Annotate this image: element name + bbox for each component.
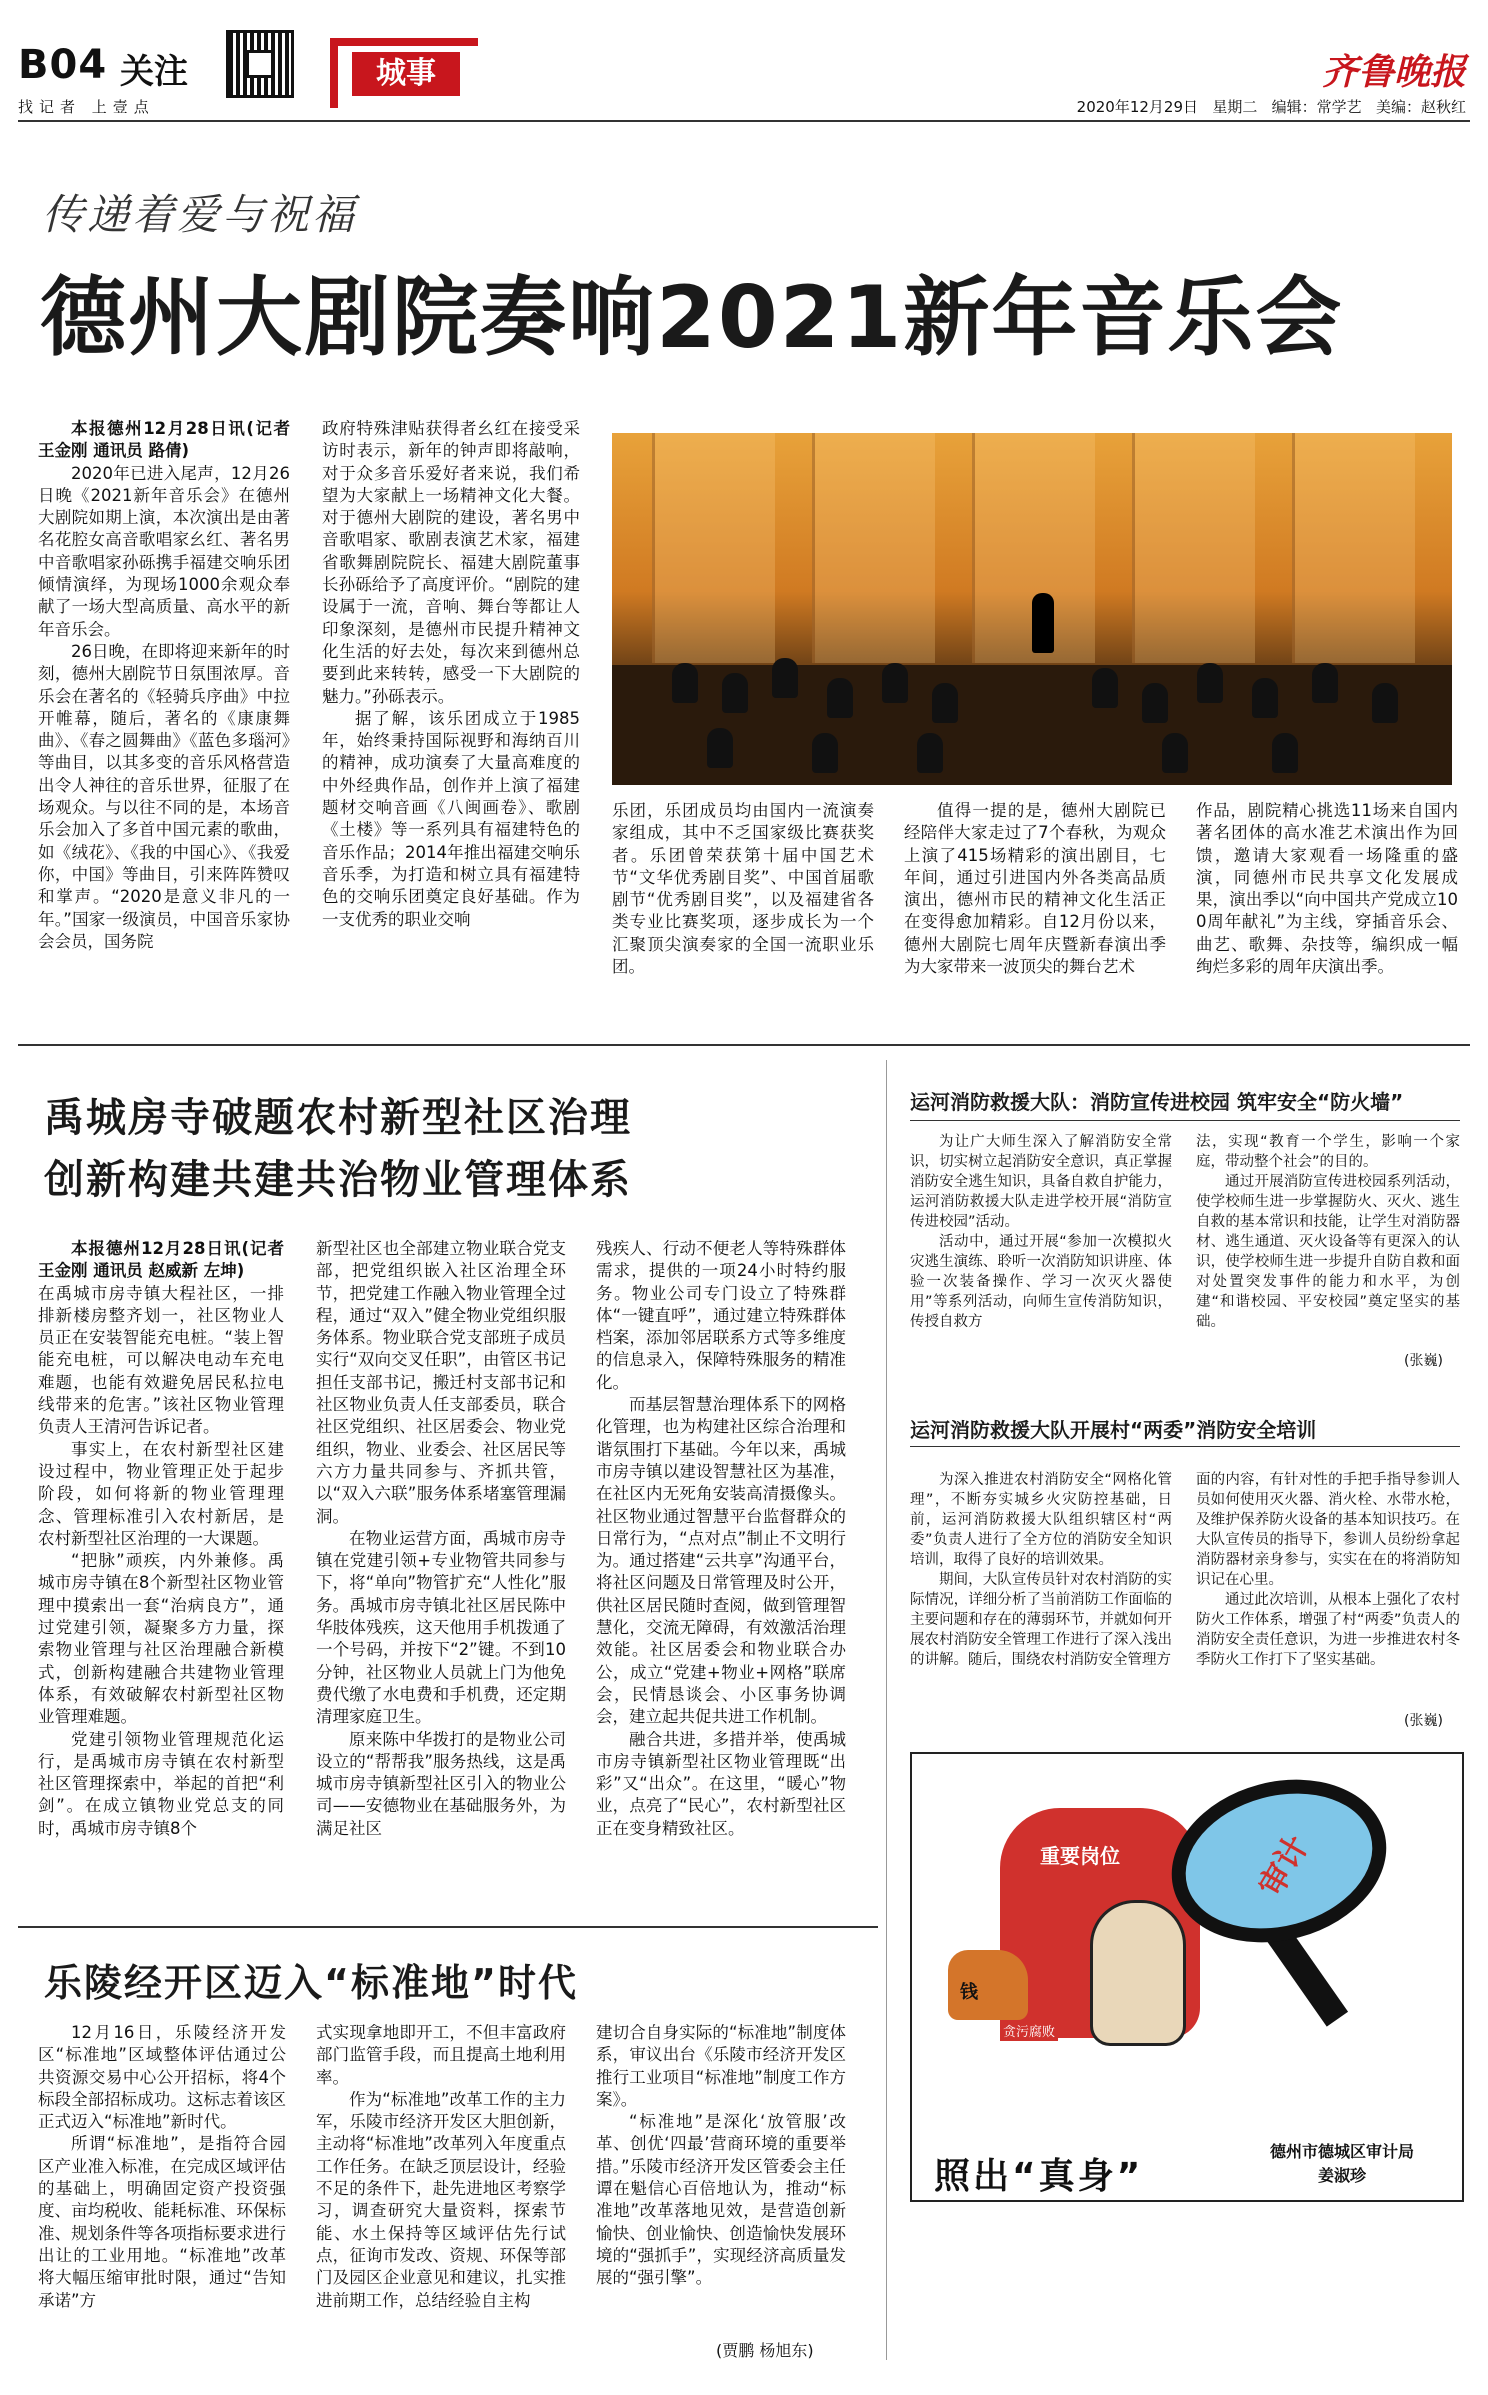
- story3-col1: [38, 2022, 286, 2362]
- cartoon-title: 照出“真身”: [934, 2156, 1144, 2197]
- corruption-label: 贪污腐败: [1000, 2020, 1058, 2041]
- story3-col2: [316, 2022, 566, 2362]
- orchestra-photo[interactable]: [612, 433, 1452, 785]
- story2-p5: 新型社区也全部建立物业联合党支部，把党组织嵌入社区治理全环节，把党建工作融入物业管理全过程，通过“双入”健全物业党组织服务体系。物业联合党支部班子成员实行“双向交叉任职”，由管区书记担任支部书记，搬迁村支部书记和社区物业负责人任支部委员，联合社区党组织、社区居委会、物业党组织，物业、业委会、社区居民等六方力量共同参与、齐抓共管，以“双入六联”服务体系堵塞管理漏洞。: [316, 1239, 566, 1526]
- story3-p2: 所谓“标准地”，是指符合园区产业准入标准，在完成区域评估的基础上，明确固定资产投资强度、亩均税收、能耗标准、环保标准、规划条件等各项指标要求进行出让的工业用地。“标准地”改革将大幅压缩审批时限，通过“告知承诺”方: [38, 2134, 286, 2310]
- issue-weekday: 星期二: [1212, 98, 1258, 116]
- story3-p6: “标准地”是深化‘放管服’改革、创优‘四最’营商环境的重要举措。”乐陵市经济开发区管委会主任谭在魁信心百倍地认为，推动“标准地”改革落地见效，是营造创新愉快、创业愉快、创造愉快发展环境的“强抓手”，实现经济高质量发展的“强引擎”。: [596, 2112, 846, 2288]
- story2-col3: [596, 1238, 846, 1922]
- page-code: B04: [18, 42, 108, 88]
- story1-col3: [612, 800, 874, 1024]
- story2-bottom-rule: [18, 1926, 878, 1928]
- brief2-headline[interactable]: 运河消防救援大队开展村“两委”消防安全培训: [910, 1418, 1317, 1442]
- story2-col1: [38, 1238, 284, 1922]
- story1-bottom-rule: [18, 1044, 1470, 1046]
- story2-p6: 在物业运营方面，禹城市房寺镇在党建引领+专业物管共同参与下，将“单向”物管扩充“人性化”服务。禹城市房寺镇北社区居民陈中华肢体残疾，这天他用手机拨通了一个号码，并按下“2”键。不到10分钟，社区物业人员就上门为他免费代缴了水电费和手机费，还定期清理家庭卫生。: [316, 1528, 566, 1727]
- story1-col1: [38, 418, 290, 1026]
- story3-p4: 作为“标准地”改革工作的主力军，乐陵市经济开发区大胆创新，主动将“标准地”改革列入年度重点工作任务。在缺乏顶层设计，经验不足的条件下，赴先进地区考察学习，调查研究大量资料，探索节能、水土保持等区域评估先行试点，征询市发改、资规、环保等部门及园区企业意见和建议，扎实推进前期工作，总结经验自主构: [316, 2089, 566, 2310]
- cartoon-credit-author: 姜淑珍: [1318, 2166, 1367, 2185]
- magnifier-label: 审计: [1251, 1828, 1317, 1904]
- story1-p4: 据了解，该乐团成立于1985年，始终秉持国际视野和海纳百川的精神，成功演奏了大量高难度的中外经典作品，创作并上演了福建题材交响音画《八闽画卷》、歌剧《土楼》等一系列具有福建特色的音乐作品；2014年推出福建交响乐音乐季，为打造和树立具有福建特色的交响乐团奠定良好基础。作为一支优秀的职业交响: [322, 708, 580, 929]
- story3-signature: (贾鹏 杨旭东): [716, 2341, 814, 2360]
- brief1-p2: 活动中，通过开展“参加一次模拟火灾逃生演练、聆听一次消防知识讲座、体验一次装备操作、学习一次灭火器使用”等系列活动，向师生宣传消防知识，传授自救方: [910, 1234, 1172, 1330]
- story2-p8: 残疾人、行动不便老人等特殊群体需求，提供的一项24小时特约服务。物业公司专门设立了特殊群体“一键直呼”，通过建立特殊群体档案，添加邻居联系方式等多维度的信息录入，保障特殊服务的精准化。: [596, 1239, 846, 1392]
- brief1-p4: 通过开展消防宣传进校园系列活动，使学校师生进一步掌握防火、灭火、逃生自救的基本常识和技能，让学生对消防器材、逃生通道、灭火设备等有更深入的认识，使学校师生进一步提升自防自救和面对处置突发事件的能力和水平，为创建“和谐校园、平安校园”奠定坚实的基础。: [1196, 1174, 1460, 1330]
- story2-p9: 而基层智慧治理体系下的网格化管理，也为构建社区综合治理和谐氛围打下基础。今年以来，禹城市房寺镇以建设智慧社区为基准，在社区内无死角安装高清摄像头。社区物业通过智慧平台监督群众的日常行为，“点对点”制止不文明行为。通过搭建“云共享”沟通平台，将社区问题及日常管理及时公开，供社区居民随时查阅，做到管理智慧化，交流无障碍，有效激活治理效能。社区居委会和物业联合办公，成立“党建+物业+网格”联席会，民情恳谈会、小区事务协调会，建立起共促共进工作机制。: [596, 1395, 846, 1727]
- brief2-rule: [910, 1446, 1460, 1447]
- column-divider: [886, 1060, 887, 2360]
- brief1-col2: [1196, 1132, 1460, 1372]
- story2-p4: 党建引领物业管理规范化运行，是禹城市房寺镇在农村新型社区管理探索中，举起的首把“利剑”。在成立镇物业党总支的同时，禹城市房寺镇8个: [38, 1729, 284, 1838]
- story1-col4: [904, 800, 1166, 1024]
- brief2-signature: (张巍): [1404, 1713, 1443, 1729]
- story2-p2: 事实上，在农村新型社区建设过程中，物业管理正处于起步阶段，如何将新的物业管理理念、管理标准引入农村新居，是农村新型社区治理的一大课题。: [38, 1439, 284, 1548]
- header-slogan: 找记者 上壹点: [18, 98, 155, 116]
- header-rule: [18, 120, 1470, 122]
- section-name: 关注: [120, 52, 188, 92]
- brief2-col2: [1196, 1470, 1460, 1730]
- story1-p5: 乐团，乐团成员均由国内一流演奏家组成，其中不乏国家级比赛获奖者。乐团曾荣获第十届中国艺术节“文华优秀剧目奖”、中国首届歌剧节“优秀剧目奖”，以及福建省各类专业比赛奖项，逐步成长为一个汇聚顶尖演奏家的全国一流职业乐团。: [612, 801, 874, 977]
- story1-p1: 2020年已进入尾声，12月26日晚《2021新年音乐会》在德州大剧院如期上演，本次演出是由著名花腔女高音歌唱家幺红、著名男中音歌唱家孙砾携手福建交响乐团倾情演绎，为现场1000余观众奉献了一场大型高质量、高水平的新年音乐会。: [38, 463, 290, 639]
- story1-kicker: 传递着爱与祝福: [42, 190, 358, 239]
- cartoon-credit-org: 德州市德城区审计局: [1270, 2142, 1415, 2161]
- story1-col5: [1196, 800, 1458, 1024]
- brief1-rule: [910, 1120, 1460, 1121]
- brief1-p3: 法，实现“教育一个学生，影响一个家庭，带动整个社会”的目的。: [1196, 1134, 1460, 1170]
- story1-headline[interactable]: 德州大剧院奏响2021新年音乐会: [40, 268, 1344, 368]
- conductor-figure: [1032, 593, 1054, 653]
- official-figure: [1090, 1900, 1186, 2046]
- brief1-p1: 为让广大师生深入了解消防安全常识，切实树立起消防安全意识，真正掌握消防安全逃生知识，具备自救自护能力，运河消防救援大队走进学校开展“消防宣传进校园”活动。: [910, 1134, 1172, 1230]
- brief2-p4: 通过此次培训，从根本上强化了农村防火工作体系，增强了村“两委”负责人的消防安全责任意识，为进一步推进农村冬季防火工作打下了坚实基础。: [1196, 1592, 1460, 1668]
- designer: 美编：赵秋红: [1375, 98, 1466, 116]
- story3-p1: 12月16日，乐陵经济开发区“标准地”区域整体评估通过公共资源交易中心公开招标，将4个标段全部招标成功。这标志着该区正式迈入“标准地”新时代。: [38, 2023, 286, 2132]
- story2-p10: 融合共进，多措并举，使禹城市房寺镇新型社区物业管理既“出彩”又“出众”。在这里，“暖心”物业，点亮了“民心”，农村新型社区正在变身精致社区。: [596, 1729, 846, 1838]
- brief2-p1: 为深入推进农村消防安全“网格化管理”，不断夯实城乡火灾防控基础，日前，运河消防救援大队组织辖区村“两委”负责人进行了全方位的消防安全知识培训，取得了良好的培训效果。: [910, 1472, 1172, 1568]
- story3-col3: [596, 2022, 846, 2332]
- story2-p1: 在禹城市房寺镇大程社区，一排排新楼房整齐划一，社区物业人员正在安装智能充电桩。“装上智能充电桩，可以解决电动车充电难题，也能有效避免居民私拉电线带来的危害。”该社区物业管理负责人王清河告诉记者。: [38, 1283, 284, 1437]
- brief1-col1: [910, 1132, 1172, 1372]
- qr-code-center: [246, 50, 274, 78]
- story1-p6: 值得一提的是，德州大剧院已经陪伴大家走过了7个春秋，为观众上演了415场精彩的演出剧目，七年间，通过引进国内外各类高品质演出，德州市民的精神文化生活正在变得愈加精彩。自12月份以来，德州大剧院七周年庆暨新春演出季为大家带来一波顶尖的舞台艺术: [904, 801, 1166, 977]
- story1-p3: 政府特殊津贴获得者幺红在接受采访时表示，新年的钟声即将敲响，对于众多音乐爱好者来说，我们希望为大家献上一场精神文化大餐。对于德州大剧院的建设，著名男中音歌唱家、歌剧表演艺术家，福建省歌舞剧院院长、福建大剧院董事长孙砾给予了高度评价。“剧院的建设属于一流，音响、舞台等都让人印象深刻，是德州市民提升精神文化生活的好去处，每次来到德州总要到此来转转，感受一下大剧院的魅力。”孙砾表示。: [322, 419, 580, 706]
- story2-byline: 本报德州12月28日讯(记者 王金刚 通讯员 赵威新 左坤): [38, 1239, 284, 1281]
- section-tag: 城事: [352, 52, 460, 96]
- brief1-headline[interactable]: 运河消防救援大队：消防宣传进校园 筑牢安全“防火墙”: [910, 1090, 1404, 1114]
- story1-col2: [322, 418, 580, 1026]
- cartoon-credit: [1270, 2140, 1414, 2188]
- story2-p3: “把脉”顽疾，内外兼修。禹城市房寺镇在8个新型社区物业管理中摸索出一套“治病良方”，通过党建引领，凝聚多方力量，探索物业管理与社区治理融合新模式，创新构建融合共建物业管理体系，有效破解农村新型社区物业管理难题。: [38, 1551, 284, 1727]
- money-bag-label: 钱: [960, 1982, 978, 2003]
- brief1-signature: (张巍): [1404, 1353, 1443, 1369]
- chair-label: 重要岗位: [1040, 1844, 1120, 1868]
- header-info: [1077, 96, 1466, 117]
- story2-p7: 原来陈中华拨打的是物业公司设立的“帮帮我”服务热线，这是禹城市房寺镇新型社区引入的物业公司——安德物业在基础服务外，为满足社区: [316, 1729, 566, 1838]
- editor: 编辑：常学艺: [1271, 98, 1362, 116]
- story1-byline: 本报德州12月28日讯(记者 王金刚 通讯员 路倩): [38, 419, 290, 461]
- masthead-logo: 齐鲁晚报: [1321, 51, 1466, 93]
- story2-col2: [316, 1238, 566, 1922]
- story3-p5: 建切合自身实际的“标准地”制度体系，审议出台《乐陵市经济开发区推行工业项目“标准地”制度工作方案》。: [596, 2023, 846, 2109]
- brief2-p2: 期间，大队宣传员针对农村消防的实际情况，详细分析了当前消防工作面临的主要问题和存在的薄弱环节，并就如何开展农村消防安全管理工作进行了深入浅出的讲解。随后，围绕农村消防安全管理方: [910, 1572, 1172, 1668]
- story2-headline-2[interactable]: 创新构建共建共治物业管理体系: [44, 1157, 632, 1203]
- brief2-p3: 面的内容，有针对性的手把手指导参训人员如何使用灭火器、消火栓、水带水枪，及维护保养防火设备的基本知识技巧。在大队宣传员的指导下，参训人员纷纷拿起消防器材亲身参与，实实在在的将消防知识记在心里。: [1196, 1472, 1460, 1588]
- brief2-col1: [910, 1470, 1172, 1730]
- story3-p3: 式实现拿地即开工，不但丰富政府部门监管手段，而且提高土地利用率。: [316, 2023, 566, 2087]
- story2-headline-1[interactable]: 禹城房寺破题农村新型社区治理: [44, 1095, 632, 1141]
- story1-p2: 26日晚，在即将迎来新年的时刻，德州大剧院节日氛围浓厚。音乐会在著名的《轻骑兵序曲》中拉开帷幕，随后，著名的《康康舞曲》、《春之圆舞曲》《蓝色多瑙河》等曲目，以其多变的音乐风格营造出令人神往的音乐世界，征服了在场观众。与以往不同的是，本场音乐会加入了多首中国元素的歌曲，如《绒花》、《我的中国心》、《我爱你，中国》等曲目，引来阵阵赞叹和掌声。“2020是意义非凡的一年。”国家一级演员，中国音乐家协会会员，国务院: [38, 641, 290, 951]
- issue-date: 2020年12月29日: [1076, 98, 1199, 116]
- story3-headline[interactable]: 乐陵经开区迈入“标准地”时代: [44, 1961, 578, 2005]
- story1-p7: 作品，剧院精心挑选11场来自国内著名团体的高水准艺术演出作为回馈，邀请大家观看一场隆重的盛演，同德州市民共享文化发展成果，演出季以“向中国共产党成立100周年献礼”为主线，穿插音乐会、曲艺、歌舞、杂技等，编织成一幅绚烂多彩的周年庆演出季。: [1196, 801, 1458, 977]
